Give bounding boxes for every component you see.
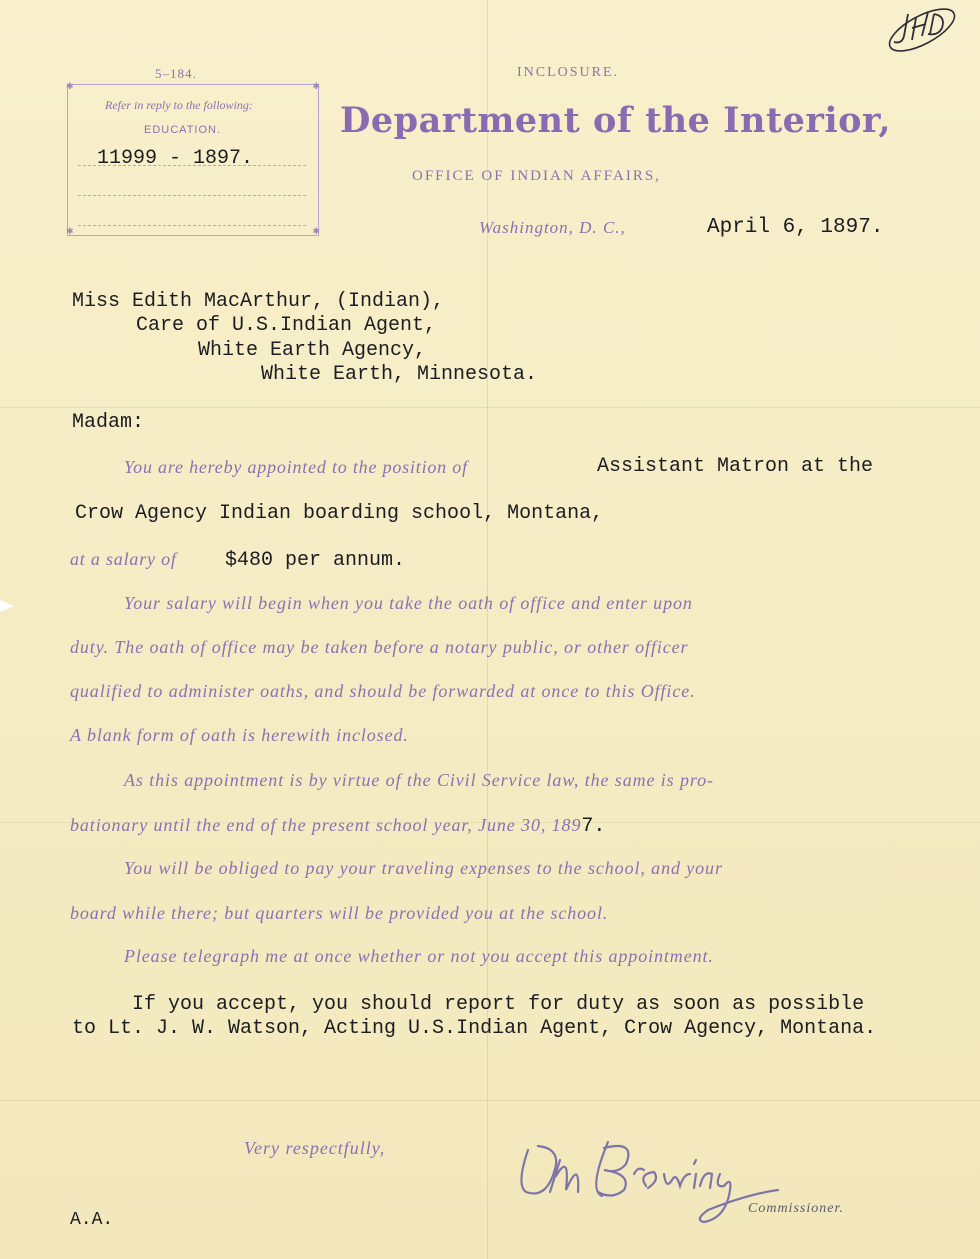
instructions-line-2: to Lt. J. W. Watson, Acting U.S.Indian Agent, Crow Agency, Montana. <box>72 1017 877 1040</box>
refer-reply-text: Refer in reply to the following: <box>105 98 253 112</box>
salary-intro: at a salary of <box>70 549 177 569</box>
body-paragraph-line: board while there; but quarters will be provided you at the school. <box>70 903 609 923</box>
place-label: Washington, D. C., <box>479 218 626 237</box>
letter-date: April 6, 1897. <box>707 216 884 239</box>
reference-line <box>78 195 306 196</box>
body-paragraph-line: Please telegraph me at once whether or not you accept this appointment. <box>124 946 714 966</box>
instructions-line-1: If you accept, you should report for duty as soon as possible <box>132 993 865 1016</box>
body-paragraph-line <box>70 815 605 838</box>
paper-fold-horizontal <box>0 407 980 408</box>
paper-fold-vertical <box>487 0 488 1259</box>
paper-fold-horizontal <box>0 1100 980 1101</box>
salutation: Madam: <box>72 411 145 434</box>
paper-tear <box>0 600 14 612</box>
appointment-intro: You are hereby appointed to the position of <box>124 457 468 477</box>
typist-initials: A.A. <box>70 1210 114 1230</box>
address-line-3: White Earth Agency, <box>198 339 427 362</box>
body-paragraph-line: A blank form of oath is herewith inclosed. <box>70 725 409 745</box>
closing-respectfully: Very respectfully, <box>244 1138 386 1158</box>
division-label: EDUCATION. <box>144 124 222 136</box>
address-line-2: Care of U.S.Indian Agent, <box>136 314 437 337</box>
ornament-icon: ✱ <box>312 82 320 92</box>
ornament-icon: ✱ <box>312 227 320 237</box>
commissioner-title: Commissioner. <box>748 1201 844 1216</box>
form-number: 5–184. <box>155 66 197 81</box>
department-title: Department of the Interior, <box>340 100 892 141</box>
position-title: Assistant Matron at the <box>597 455 874 478</box>
office-title: OFFICE OF INDIAN AFFAIRS, <box>412 168 661 184</box>
probation-text: bationary until the end of the present school year, June 30, 189 <box>70 815 582 835</box>
salary-amount: $480 per annum. <box>225 549 406 572</box>
file-number: 11999 - 1897. <box>97 147 254 170</box>
body-paragraph-line: You will be obliged to pay your traveling expenses to the school, and your <box>124 858 723 878</box>
ornament-icon: ✱ <box>66 227 74 237</box>
inclosure-label: INCLOSURE. <box>517 65 620 80</box>
handwritten-initials-jhd <box>882 0 962 60</box>
position-school: Crow Agency Indian boarding school, Montana, <box>75 502 604 525</box>
year-digit: 7. <box>581 815 606 838</box>
body-paragraph-line: Your salary will begin when you take the oath of office and enter upon <box>124 593 693 613</box>
address-line-4: White Earth, Minnesota. <box>261 363 538 386</box>
ornament-icon: ✱ <box>66 82 74 92</box>
body-paragraph-line: duty. The oath of office may be taken before a notary public, or other officer <box>70 637 689 657</box>
body-paragraph-line: As this appointment is by virtue of the Civil Service law, the same is pro- <box>124 770 714 790</box>
body-paragraph-line: qualified to administer oaths, and should be forwarded at once to this Office. <box>70 681 696 701</box>
address-line-1: Miss Edith MacArthur, (Indian), <box>72 290 445 313</box>
reference-line <box>78 225 306 226</box>
